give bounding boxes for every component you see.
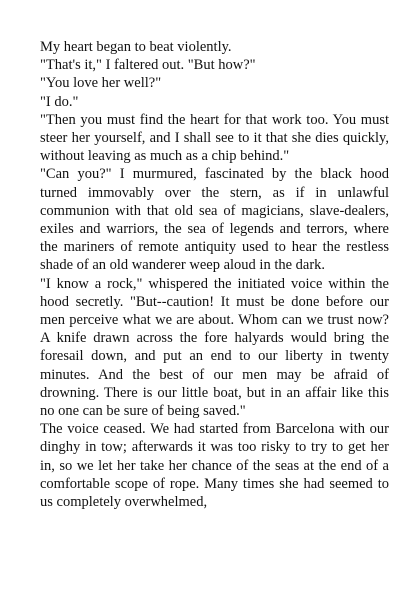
paragraph-1: My heart began to beat violently. bbox=[40, 39, 232, 55]
paragraph-3: "You love her well?" bbox=[40, 75, 162, 92]
paragraph-8: The voice ceased. We had started from Barcelona with our dinghy in tow; afterwards it was too risky to try to get her in, so we let her take her chance of the seas at the end of a comfortable scope of rope. Many times she had seemed to us completely overwhelmed, bbox=[40, 421, 389, 511]
paragraph-4: "I do." bbox=[40, 93, 79, 110]
page-text bbox=[40, 38, 389, 511]
paragraph-7: "I know a rock," whispered the initiated voice within the hood secretly. "But--caution! It must be done before our men perceive what we are about. Whom can we trust now? A knife drawn across the fore halyards would bring the foresail down, and put an end to our liberty in twenty minutes. And the best of our men may be afraid of drowning. There is our little boat, but in an affair like this no one can be sure of being saved." bbox=[40, 275, 389, 420]
paragraph-2: "That's it," I faltered out. "But how?" bbox=[40, 57, 256, 74]
paragraph-6: "Can you?" I murmured, fascinated by the black hood turned immovably over the stern, as if in unlawful communion with that old sea of magicians, slave-dealers, exiles and warriors, the sea of legends and terrors, where the mariners of remote antiquity used to hear the restless shade of an old wanderer weep aloud in the dark. bbox=[40, 166, 389, 274]
paragraph-5: "Then you must find the heart for that work too. You must steer her yourself, and I shall see to it that she dies quickly, without leaving as much as a chip behind." bbox=[40, 111, 389, 165]
